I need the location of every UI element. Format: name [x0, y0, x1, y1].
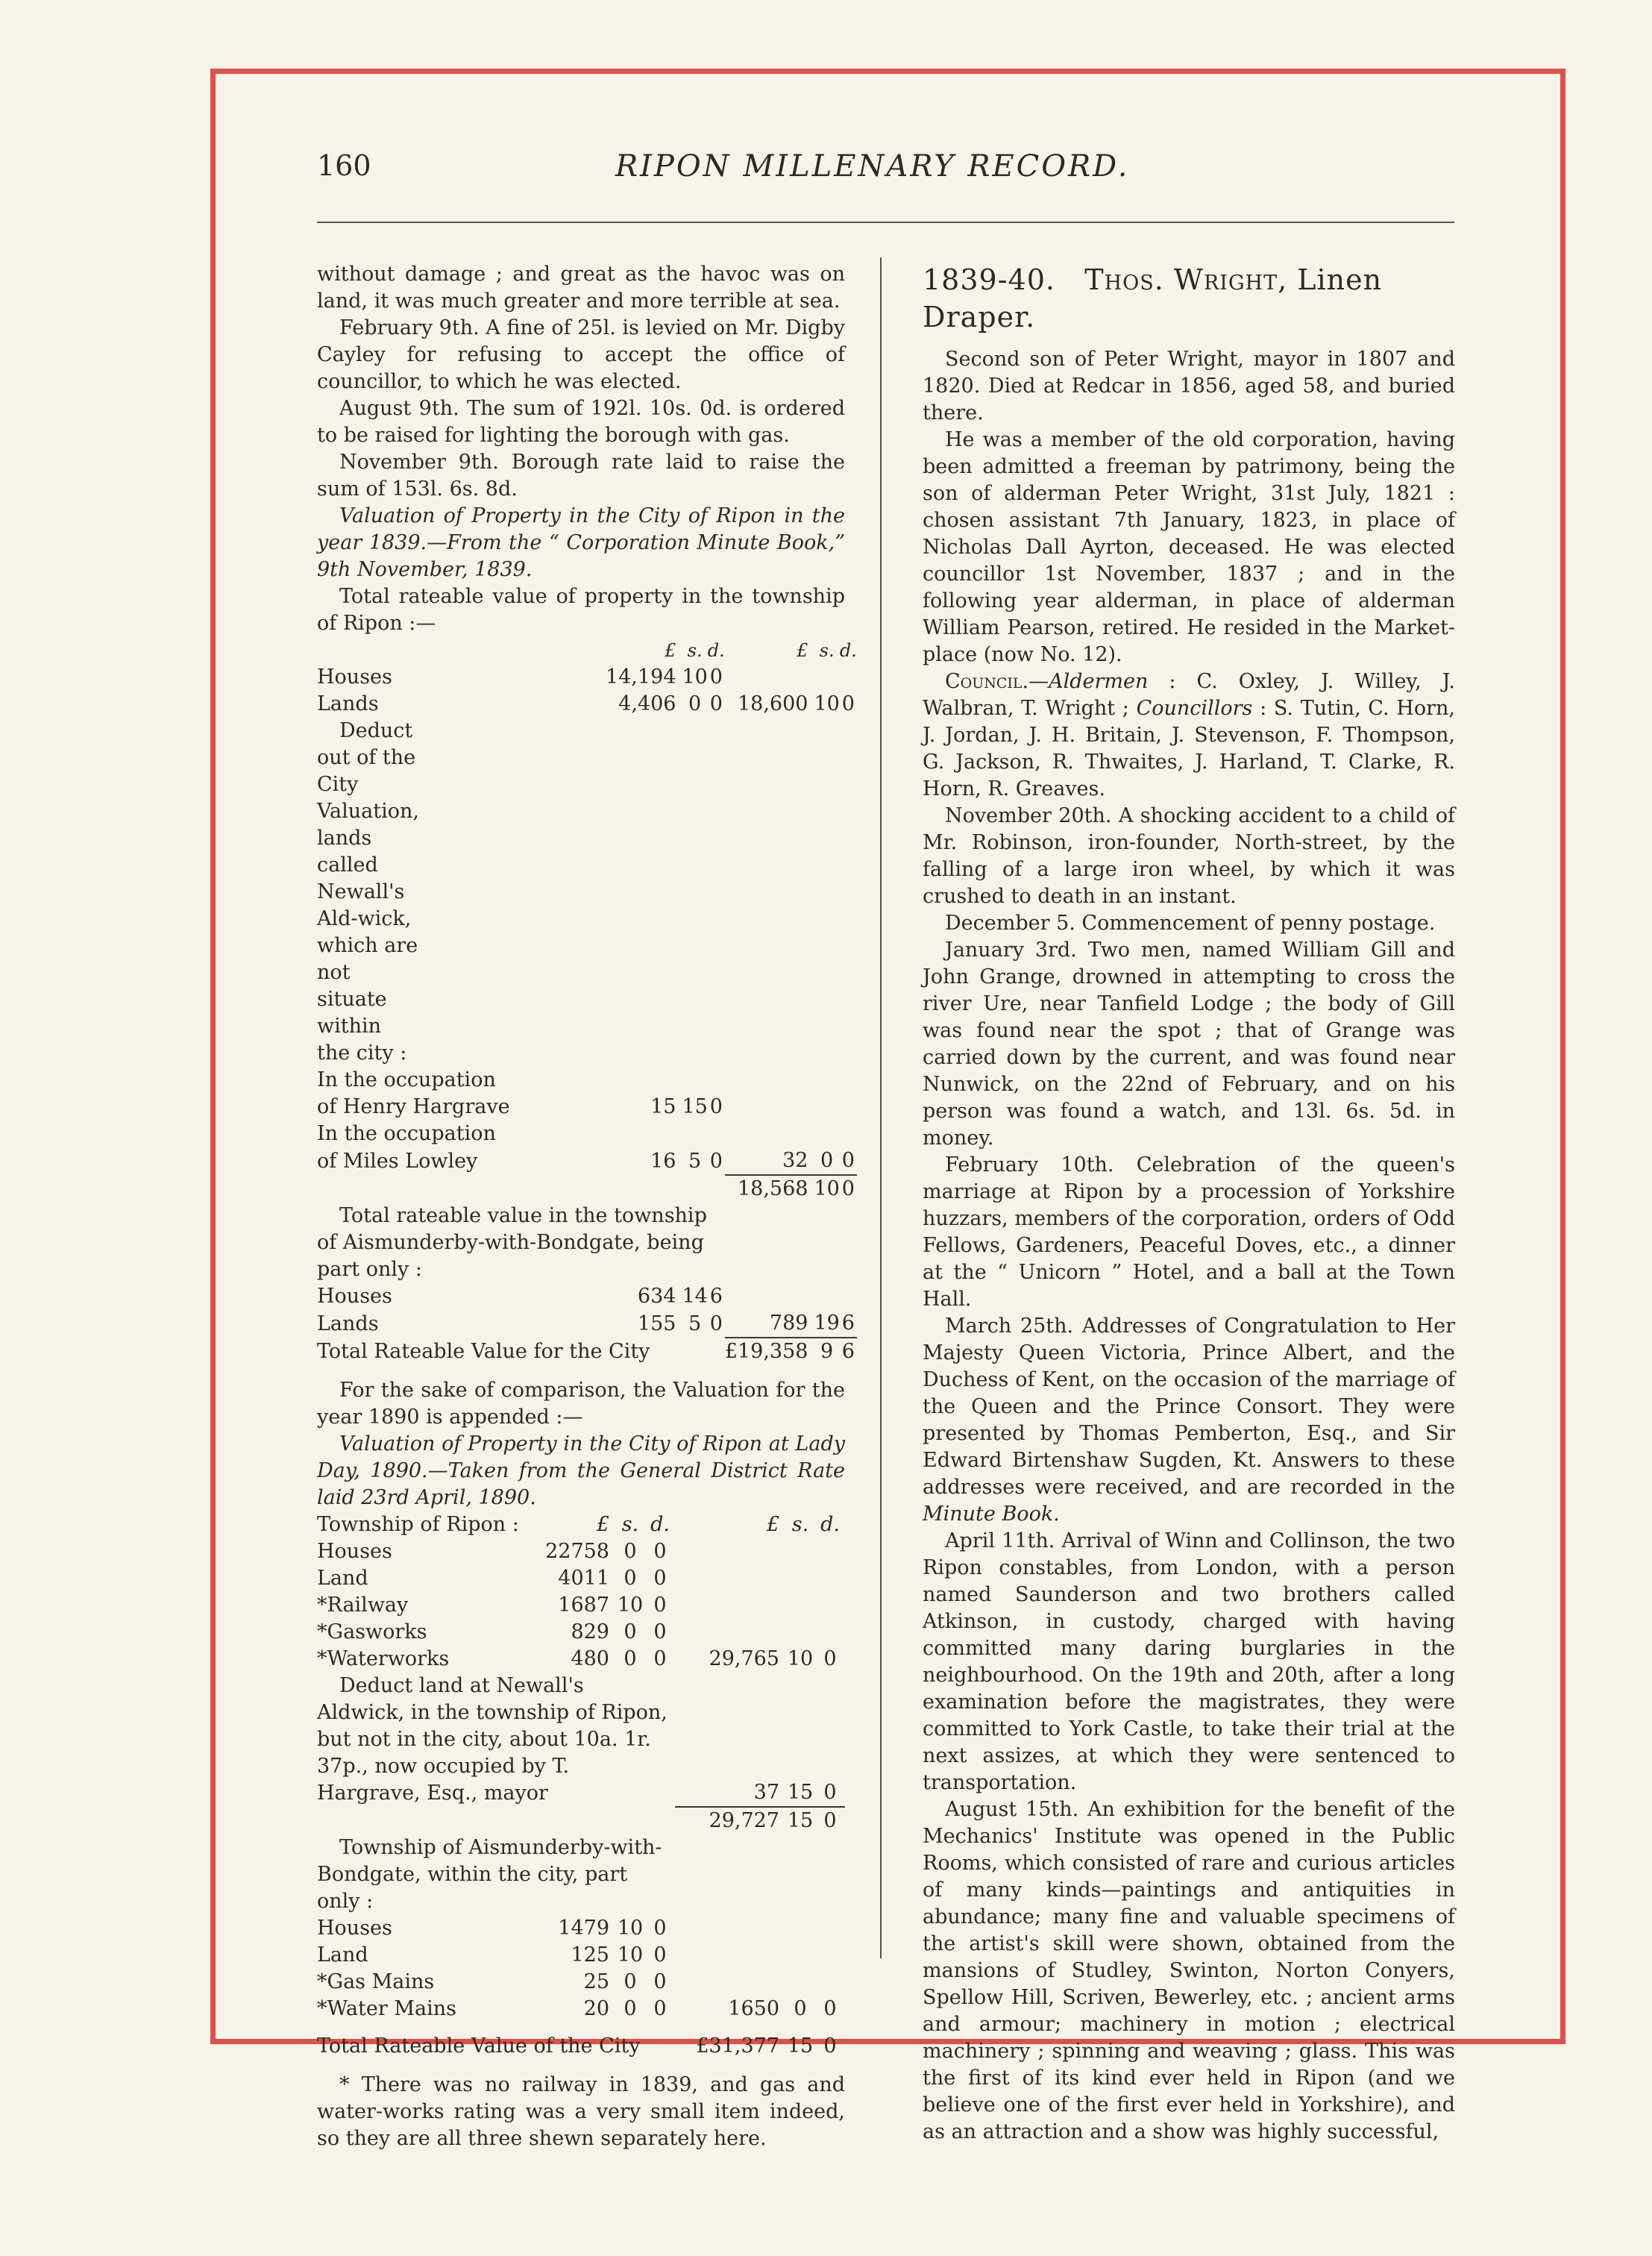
- table-row: Deduct land at Newall's Aldwick, in the township of Ripon, but not in the city, about 10a. 1r. 37p., now occupied by T. Hargrave, Esq., mayor 37 15 0: [317, 1674, 837, 1805]
- pence-header: d.: [707, 640, 725, 661]
- table-row: *Gasworks 829 0 0: [317, 1620, 667, 1644]
- shillings-header: s.: [687, 640, 703, 661]
- councillors-label: Councillors: [1136, 697, 1253, 720]
- paragraph: August 9th. The sum of 192l. 10s. 0d. is ordered to be raised for lighting the borough with gas.: [317, 397, 845, 447]
- shillings-header: s.: [819, 640, 835, 661]
- table-row: *Water Mains 20 0 0 1650 0 0: [317, 1997, 837, 2020]
- title-trade: Linen Draper.: [923, 263, 1383, 333]
- council-paragraph: [923, 668, 1455, 803]
- paragraph: For the sake of comparison, the Valuation for the year 1890 is appended :—: [317, 1379, 845, 1429]
- section-title: [923, 261, 1455, 336]
- table-row: of Henry Hargrave 15 15 0: [317, 1095, 723, 1118]
- table-row: In the occupation: [317, 1122, 496, 1145]
- page-header: [317, 149, 1454, 194]
- table-row: *Waterworks 480 0 0 29,765 10 0: [317, 1647, 837, 1670]
- councillors-list: : S. Tutin, C. Horn, J. Jordan, J. H. Britain, J. Stevenson, F. Thompson, G. Jackson, R. Thwaites, J. Harland, T. Clarke, R. Horn, R. Greaves.: [923, 697, 1455, 800]
- valuation-1890-table: [317, 1511, 845, 2060]
- column-divider: [880, 257, 882, 1958]
- paragraph: December 5. Commencement of penny postage.: [945, 912, 1436, 935]
- paragraph: without damage ; and great as the havoc was on land, it was much greater and more terrible at sea.: [317, 263, 845, 313]
- table-row: Township of Aismunderby-with-Bondgate, within the city, part only :: [317, 1836, 662, 1913]
- paragraph: August 15th. An exhibition for the benefit of the Mechanics' Institute was opened in the Public Rooms, which consisted of rare and curious articles of many kinds—paintings and antiquities in abundance; many fine and valuable specimens of the artist's skill were shown, obtained from the mansions of Studley, Swinton, Norton Conyers, Spellow Hill, Scriven, Bewerley, etc. ; ancient arms and armour; machinery in motion ; electrical machinery ; spinning and weaving ; glass. This was the first of its kind ever held in Ripon (and we believe one of the first ever held in Yorkshire), and as an attraction and a show was highly successful,: [923, 1798, 1455, 2143]
- paragraph: February 10th. Celebration of the queen's marriage at Ripon by a procession of Yorkshire huzzars, members of the corporation, orders of Odd Fellows, Gardeners, Peaceful Doves, etc., a dinner at the “ Unicorn ” Hotel, and a ball at the Town Hall.: [923, 1153, 1455, 1311]
- left-column: [317, 261, 857, 2152]
- page-number: 160: [317, 149, 371, 182]
- header-rule: [317, 222, 1454, 223]
- title-years: 1839-40.: [923, 263, 1055, 296]
- table-row: Houses 22758 0 0: [317, 1540, 667, 1563]
- total-row: Total Rateable Value of the City £31,377 15 0: [317, 2034, 837, 2058]
- table-row: *Gas Mains 25 0 0: [317, 1970, 667, 1993]
- running-title: RIPON MILLENARY RECORD.: [615, 149, 1130, 184]
- table-row: Lands 4,406 0 0 18,600 10 0: [317, 692, 855, 715]
- paragraph: Total rateable value of property in the township of Ripon :—: [317, 585, 845, 635]
- table-row: Deduct out of the City Valuation, lands called Newall's Ald-wick, which are not situate within the city :: [317, 719, 419, 1065]
- aldermen-list: : C. Oxley, J. Willey, J. Walbran, T. Wright ;: [923, 670, 1455, 720]
- paragraph: April 11th. Arrival of Winn and Collinson, the two Ripon constables, from London, with a person named Saunderson and two brothers called Atkinson, in custody, charged with having committed many daring burglaries in the neighbourhood. On the 19th and 20th, after a long examination before the magistrates, they were committed to York Castle, to take their trial at the next assizes, at which they were sentenced to transportation.: [923, 1529, 1455, 1794]
- pence-header: d.: [839, 640, 857, 661]
- pounds-header: £: [797, 640, 808, 661]
- table-row: of Miles Lowley 16 5 0 32 0 0: [317, 1149, 855, 1173]
- table-row: Lands 155 5 0 789 19 6: [317, 1312, 855, 1335]
- table-row: Land 125 10 0: [317, 1943, 667, 1967]
- currency-header: Township of Ripon : £ s. d. £ s. d.: [317, 1513, 840, 1536]
- paragraph: November 20th. A shocking accident to a child of Mr. Robinson, iron-founder, North-street, by the falling of a large iron wheel, by which it was crushed to death in an instant.: [923, 804, 1455, 908]
- valuation-1890-title: Valuation of Property in the City of Ripon at Lady Day, 1890.—Taken from the General District Rate laid 23rd April, 1890.: [317, 1432, 845, 1509]
- right-column: [923, 261, 1455, 2146]
- paragraph: January 3rd. Two men, named William Gill and John Grange, drowned in attempting to cross the river Ure, near Tanfield Lodge ; the body of Gill was found near the spot ; that of Grange was carried down by the current, and was found near Nunwick, on the 22nd of February, and on his person was found a watch, and 13l. 6s. 5d. in money.: [923, 939, 1455, 1150]
- pounds-header: £: [665, 640, 676, 661]
- paragraph: November 9th. Borough rate laid to raise the sum of 153l. 6s. 8d.: [317, 451, 845, 501]
- subtotal-row: 29,727 15 0: [317, 1807, 845, 1834]
- paragraph: Second son of Peter Wright, mayor in 1807 and 1820. Died at Redcar in 1856, aged 58, and buried there.: [923, 348, 1455, 424]
- title-name: Thos. Wright,: [1084, 263, 1288, 296]
- table-row: Total rateable value in the township of Aismunderby-with-Bondgate, being part only :: [317, 1204, 707, 1281]
- valuation-1839-table: [317, 637, 857, 1365]
- footnote: * There was no railway in 1839, and gas and water-works rating was a very small item indeed, so they are all three shewn separately here.: [317, 2073, 845, 2150]
- paragraph: February 9th. A fine of 25l. is levied on Mr. Digby Cayley for refusing to accept the office of councillor, to which he was elected.: [317, 316, 845, 393]
- total-row: Total Rateable Value for the City £19,358 9 6: [317, 1338, 857, 1365]
- valuation-1839-title: Valuation of Property in the City of Ripon in the year 1839.—From the “ Corporation Minute Book,” 9th November, 1839.: [317, 504, 845, 581]
- table-row: *Railway 1687 10 0: [317, 1594, 667, 1617]
- table-row: Houses 1479 10 0: [317, 1917, 667, 1940]
- paragraph: [923, 1313, 1455, 1528]
- aldermen-label: Aldermen: [1049, 670, 1149, 693]
- paragraph-text: March 25th. Addresses of Congratulation to Her Majesty Queen Victoria, Prince Albert, and the Duchess of Kent, on the occasion of the marriage of the Queen and the Prince Consort. They were presented by Thomas Pemberton, Esq., and Sir Edward Birtenshaw Sugden, Kt. Answers to these addresses were received, and are recorded in the: [923, 1315, 1455, 1499]
- table-row: Houses 14,194 10 0: [317, 665, 723, 689]
- subtotal-row: 18,568 10 0: [317, 1175, 857, 1203]
- currency-header: [317, 637, 857, 664]
- paragraph: He was a member of the old corporation, having been admitted a freeman by patrimony, being the son of alderman Peter Wright, 31st July, 1821 : chosen assistant 7th January, 1823, in place of Nicholas Dall Ayrton, deceased. He was elected councillor 1st November, 1837 ; and in the following year alderman, in place of alderman William Pearson, retired. He resided in the Market-place (now No. 12).: [923, 428, 1455, 666]
- council-label: Council.—: [945, 670, 1049, 693]
- table-row: In the occupation: [317, 1068, 496, 1091]
- table-row: Houses 634 14 6: [317, 1285, 723, 1308]
- minute-book-ref: Minute Book.: [923, 1503, 1060, 1526]
- table-row: Land 4011 0 0: [317, 1567, 667, 1590]
